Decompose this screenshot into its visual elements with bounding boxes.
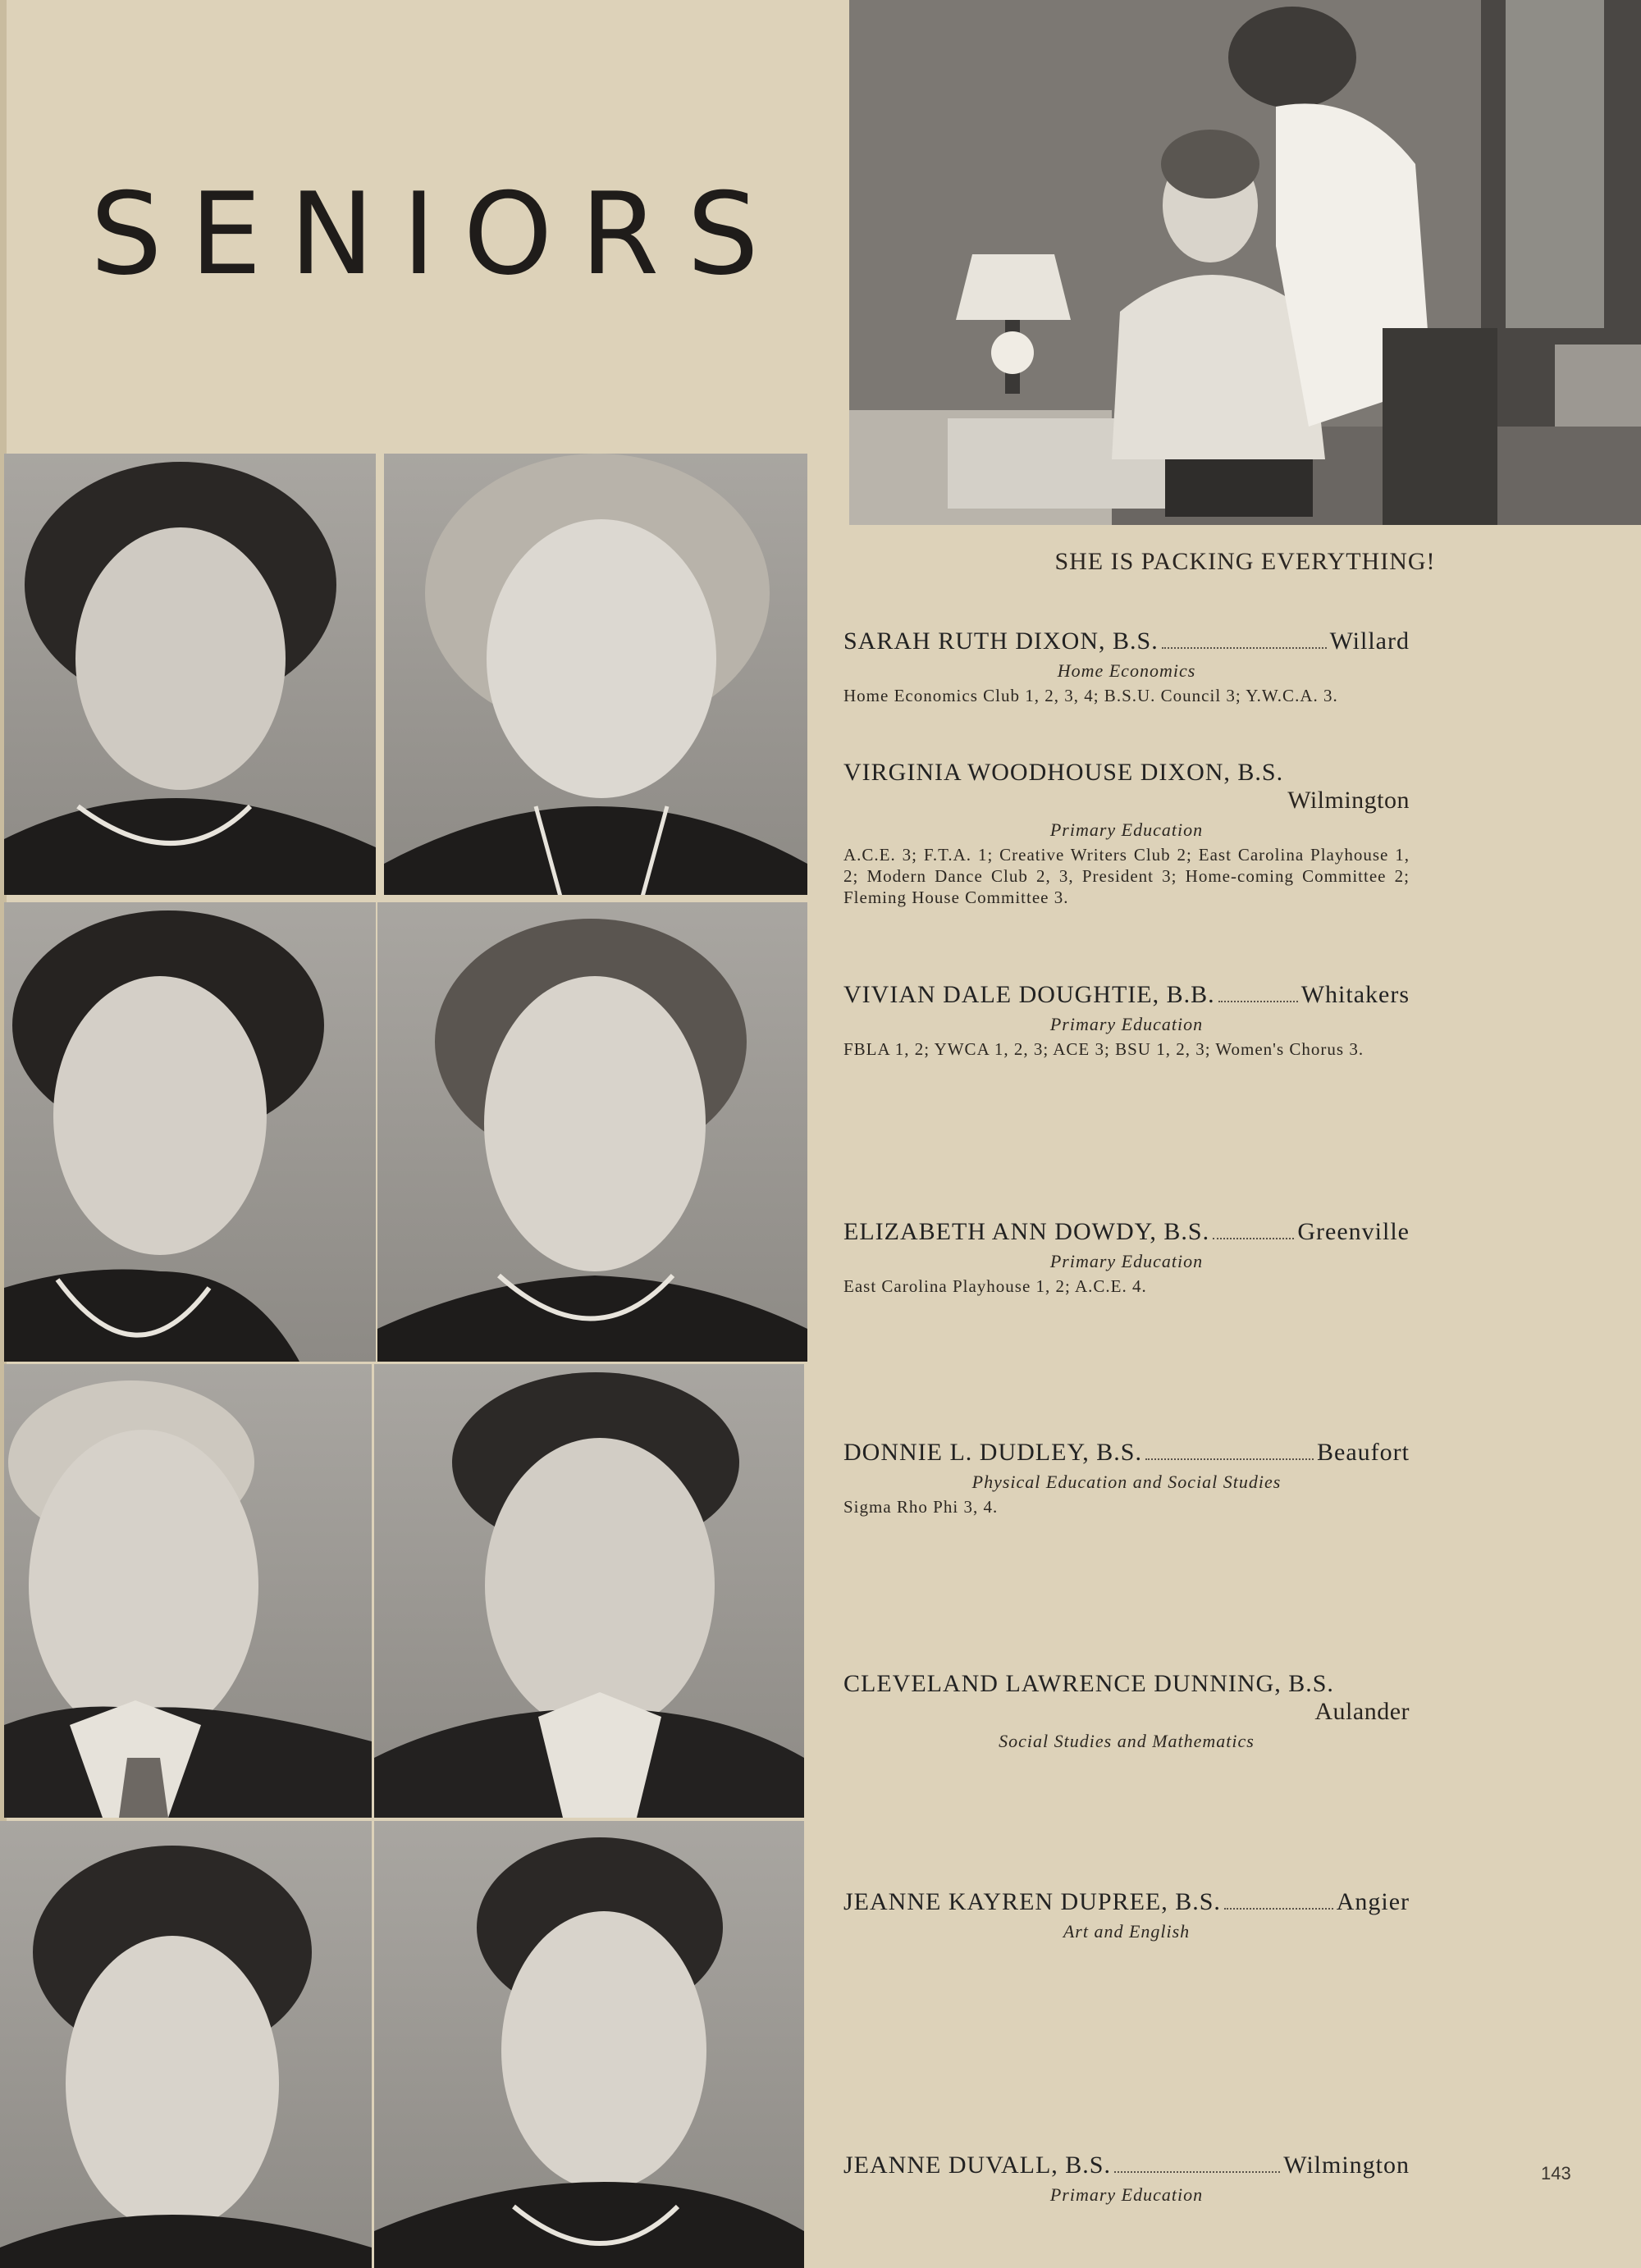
portrait-8 (374, 1821, 804, 2268)
leader-dots (1213, 1238, 1294, 1239)
senior-entry (843, 1218, 1410, 1297)
activities: Sigma Rho Phi 3, 4. (843, 1497, 999, 1517)
leader-dots (1162, 647, 1327, 649)
senior-name: JEANNE KAYREN DUPREE, B.S. (843, 1888, 1221, 1915)
senior-entry (843, 1670, 1410, 1752)
hometown: Wilmington (1283, 2152, 1410, 2179)
leader-dots (1224, 1908, 1333, 1910)
page-number: 143 (1541, 2163, 1571, 2184)
senior-entry (843, 759, 1410, 908)
activities: East Carolina Playhouse 1, 2; A.C.E. 4. (843, 1276, 1147, 1296)
senior-entry (843, 1439, 1410, 1517)
senior-name: VIRGINIA WOODHOUSE DIXON, B.S. (843, 759, 1284, 786)
name-line (843, 759, 1410, 787)
portrait-4 (377, 902, 807, 1362)
senior-entry (843, 2152, 1410, 2206)
name-line (843, 1218, 1410, 1246)
hometown: Beaufort (1317, 1439, 1410, 1466)
activities: Home Economics Club 1, 2, 3, 4; B.S.U. Council 3; Y.W.C.A. 3. (843, 686, 1338, 705)
name-line (843, 1888, 1410, 1916)
senior-name: DONNIE L. DUDLEY, B.S. (843, 1439, 1142, 1466)
activities: FBLA 1, 2; YWCA 1, 2, 3; ACE 3; BSU 1, 2, 3; Women's Chorus 3. (843, 1039, 1364, 1059)
hometown: Willard (1329, 627, 1410, 655)
senior-entry (843, 1888, 1410, 1942)
senior-name: CLEVELAND LAWRENCE DUNNING, B.S. (843, 1670, 1334, 1697)
hometown: Wilmington (1287, 787, 1410, 814)
portrait-2 (384, 454, 807, 895)
activities: A.C.E. 3; F.T.A. 1; Creative Writers Club 2; East Carolina Playhouse 1, 2; Modern Dance Club 2, 3, President 3; Home-coming Committee 2; Fleming House Committee 3. (843, 845, 1410, 907)
major: Home Economics (1057, 660, 1196, 681)
hometown: Whitakers (1300, 981, 1410, 1008)
portrait-6 (374, 1364, 804, 1818)
portrait-5 (4, 1364, 372, 1818)
portrait-3 (4, 902, 376, 1362)
senior-entry (843, 981, 1410, 1060)
hometown: Aulander (1314, 1698, 1410, 1725)
major: Primary Education (1049, 2184, 1204, 2205)
candid-photo (849, 0, 1641, 525)
page-title: SENIORS (90, 168, 787, 300)
name-line (843, 981, 1410, 1009)
major: Primary Education (1049, 1014, 1204, 1034)
senior-name: ELIZABETH ANN DOWDY, B.S. (843, 1218, 1210, 1245)
senior-name: JEANNE DUVALL, B.S. (843, 2152, 1111, 2179)
major: Primary Education (1049, 1251, 1204, 1271)
senior-name: SARAH RUTH DIXON, B.S. (843, 627, 1159, 655)
hometown: Angier (1336, 1888, 1410, 1915)
photo-caption: SHE IS PACKING EVERYTHING! (1054, 548, 1436, 575)
portrait-1 (4, 454, 376, 895)
name-line (843, 1439, 1410, 1467)
portrait-7 (0, 1821, 372, 2268)
major: Primary Education (1049, 819, 1204, 840)
major: Art and English (1063, 1921, 1191, 1942)
name-line (843, 2152, 1410, 2179)
major: Social Studies and Mathematics (999, 1731, 1255, 1751)
name-line (843, 1670, 1410, 1698)
major: Physical Education and Social Studies (971, 1472, 1282, 1492)
name-line (843, 627, 1410, 655)
senior-entry (843, 627, 1410, 706)
hometown: Greenville (1297, 1218, 1410, 1245)
leader-dots (1114, 2171, 1280, 2173)
leader-dots (1145, 1458, 1314, 1460)
senior-name: VIVIAN DALE DOUGHTIE, B.B. (843, 981, 1215, 1008)
leader-dots (1218, 1001, 1298, 1002)
